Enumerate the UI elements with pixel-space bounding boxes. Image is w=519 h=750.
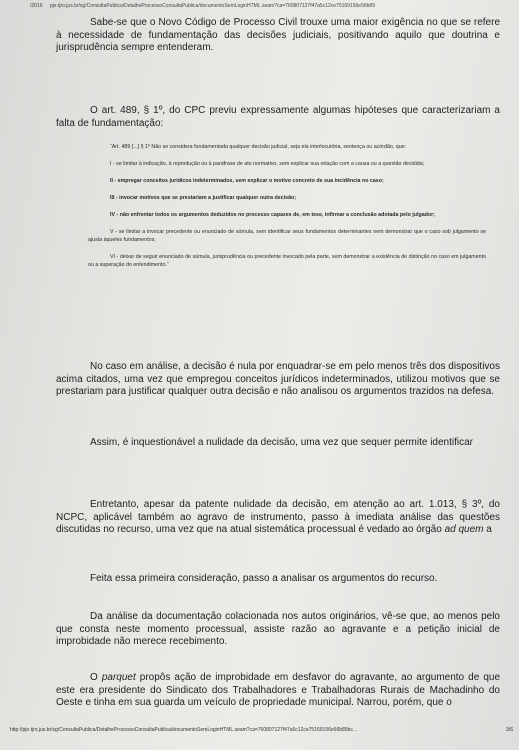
- quote-item-6: VI - deixar de seguir enunciado de súmula, jurisprudência ou precedente invocado pela parte, sem demonstrar a existência de distinção no caso em julgamento ou a superação do entendimento.”: [88, 254, 486, 268]
- quote-item-4: IV - não enfrentar todos os argumentos deduzidos no processo capazes de, em tese, infirmar a conclusão adotada pelo julgador;: [110, 212, 435, 218]
- latin-term-ad-quem: ad quem: [444, 524, 484, 535]
- quote-item-1: I - se limitar à indicação, à reprodução ou à paráfrase de ato normativo, sem explicar sua relação com a causa ou a questão decidida;: [110, 161, 425, 167]
- quote-item-2: II - empregar conceitos jurídicos indeterminados, sem explicar o motivo concreto de sua incidência no caso;: [110, 178, 384, 184]
- print-header: [30, 3, 513, 9]
- paragraph-art-1013: Entretanto, apesar da patente nulidade da decisão, em atenção ao art. 1.013, § 3º, do NCPC, aplicável também ao agravo de instrumento, passo à imediata análise das questões discutidas no recurso, uma vez que na atual sistemática processual é vedado ao órgão ad quem a: [56, 499, 500, 535]
- paragraph-art-489: O art. 489, § 1º, do CPC previu expressamente algumas hipóteses que caracterizariam a falta de fundamentação:: [56, 105, 500, 129]
- print-footer: [10, 727, 513, 733]
- page-number: 3/6: [506, 727, 513, 733]
- quote-item-5: V - se limitar a invocar precedente ou enunciado de súmula, sem identificar seus fundamentos determinantes nem demonstrar que o caso sob julgamento se ajusta àqueles fundamentos;: [88, 229, 486, 243]
- paragraph-parquet: O parquet propôs ação de improbidade em desfavor do agravante, ao argumento de que este era presidente do Sindicato dos Trabalhadores e Trabalhadoras Rurais de Machadinho do Oeste e tinha em sua guarda um veículo de propriedade municipal. Narrou, porém, que o: [56, 672, 501, 708]
- print-url: pje.tjro.jus.br/sg/ConsultaPublica/DetalheProcessoConsultaPublica/documentoSemLoginHTML.seam?ca=760807127f47a5c12ce75169156e56b89: [49, 3, 375, 9]
- paragraph-documentation: Da análise da documentação colacionada nos autos originários, vê-se que, ao menos pelo que consta neste momento processual, assiste razão ao agravante e a petição inicial de improbidade não merece recebimento.: [56, 611, 500, 647]
- print-date: /2016: [30, 3, 43, 9]
- quote-item-3: III - invocar motivos que se prestariam a justificar qualquer outra decisão;: [110, 195, 297, 201]
- paragraph-first-consideration: Feita essa primeira consideração, passo a analisar os argumentos do recurso.: [90, 573, 438, 584]
- quote-intro: “Art. 489 [...] § 1º Não se considera fundamentada qualquer decisão judicial, seja ela interlocutória, sentença ou acórdão, que:: [110, 144, 407, 150]
- latin-term-parquet: parquet: [101, 672, 136, 683]
- legal-quote-block: [88, 143, 486, 278]
- paragraph-case-analysis: No caso em análise, a decisão é nula por enquadrar-se em pelo menos três dos dispositivos acima citados, uma vez que empregou conceitos jurídicos indeterminados, utilizou motivos que se prestariam para justificar qualquer outra decisão e não analisou os argumentos trazidos na defesa.: [56, 361, 500, 397]
- footer-url: http://pje.tjro.jus.br/sg/ConsultaPublica/DetalheProcessoConsultaPublica/documentoSemLoginHTML.seam?ca=760807127f47a5c12ce75169156e56b89bc...: [10, 727, 358, 733]
- paragraph-ncpc: Sabe-se que o Novo Código de Processo Civil trouxe uma maior exigência no que se refere à necessidade de fundamentação das decisões judiciais, positivando aquilo que doutrina e jurisprudência sempre entenderam.: [56, 17, 500, 53]
- paragraph-nullity: Assim, é inquestionável a nulidade da decisão, uma vez que sequer permite identificar: [90, 437, 473, 448]
